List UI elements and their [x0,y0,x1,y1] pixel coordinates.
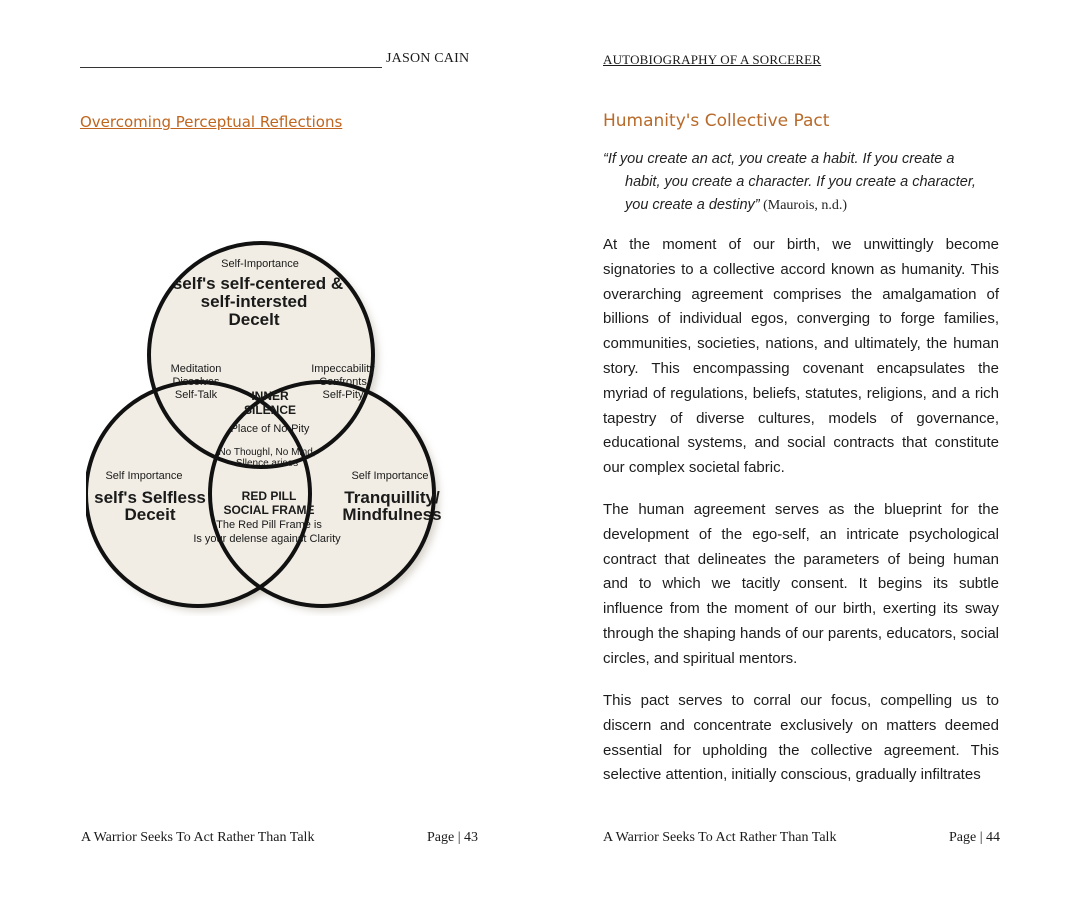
footer-page-number: Page | 43 [427,830,479,845]
section-heading: Overcoming Perceptual Reflections [80,113,343,131]
quote-line3: you create a destiny” [625,197,760,213]
top-title-line2: self-intersted [200,292,308,311]
epigraph-quote [603,148,1003,217]
body-paragraph: This pact serves to corral our focus, compelling us to discern and concentrate exclusively on matters deemed essential for upholding the collective agreement. This selective attention, initially conscious, gradually infiltrates [603,692,999,784]
center-title-line2: SILENCE [243,403,297,417]
top-title-line3: Decelt [228,310,280,329]
bottom-note-line2: Is your delense against Clarity [193,533,341,545]
quote-line1: “If you create an act, you create a habit. If you create a [603,151,955,167]
right-title-line1: Tranquillity/ [344,488,440,507]
tr-overlap-line2: Confronts [319,376,367,388]
footer-title: A Warrior Seeks To Act Rather Than Talk [81,830,315,845]
bottom-title-line2: SOCIAL FRAME [223,503,315,517]
tr-overlap-line1: Impeccability [311,363,375,375]
top-label: Self-Importance [221,258,299,270]
body-paragraph: At the moment of our birth, we unwittingly become signatories to a collective accord known as humanity. This overarching agreement comprises the amalgamation of billions of individual egos, converging to forge families, communities, societies, nations, and ultimately, the human story. This encompassing covenant encapsulates the myriad of regulations, beliefs, statutes, religions, and a rich tapestry of diverse cultures, models of governance, educational systems, and social contracts that constitute our complex societal fabric. [603,236,999,477]
header-book-title: AUTOBIOGRAPHY OF A SORCERER [603,52,822,67]
quote-citation: (Maurois, n.d.) [759,198,848,213]
tl-overlap-line2: Dissolves [172,376,220,388]
right-page [540,0,1080,900]
section-heading: Humanity's Collective Pact [603,111,830,131]
tr-overlap-line3: Self-Pity [322,389,364,401]
center-title-line1: INNER [251,389,289,403]
left-label: Self Importance [105,470,183,482]
quote-line3-wrap [603,194,1003,217]
venn-diagram [86,236,486,616]
bottom-title-line1: RED PILL [241,489,297,503]
bottom-note-line1: The Red Pill Frame is [216,519,322,531]
tl-overlap-line1: Meditation [170,363,222,375]
footer-page-number: Page | 44 [949,830,1001,845]
center-note-line2: Sllence arises [235,458,299,469]
left-title-line2: Deceit [124,505,176,524]
top-title-line1: self's self-centered & [172,274,344,293]
body-paragraph: The human agreement serves as the blueprint for the development of the ego-self, an intricate psychological contract that delineates the parameters of being human and to which we tacitly consent. It begins its subtle influence from the moment of our birth, exerting its sway through the shaping hands of our parents, educators, social circles, and spiritual mentors. [603,501,999,667]
quote-line2: habit, you create a character. If you create a character, [625,174,976,190]
right-label: Self Importance [351,470,429,482]
left-title-line1: self's Selfless [94,488,206,507]
right-title-line2: Mindfulness [342,505,442,524]
tl-overlap-line3: Self-Talk [174,389,218,401]
header-rule [80,67,382,68]
footer-title: A Warrior Seeks To Act Rather Than Talk [603,830,837,845]
center-note-line1: No Thoughl, No Mind, [218,447,316,458]
header-author: JASON CAIN [386,51,470,66]
center-subtitle: Place of No-Pity [230,423,310,435]
